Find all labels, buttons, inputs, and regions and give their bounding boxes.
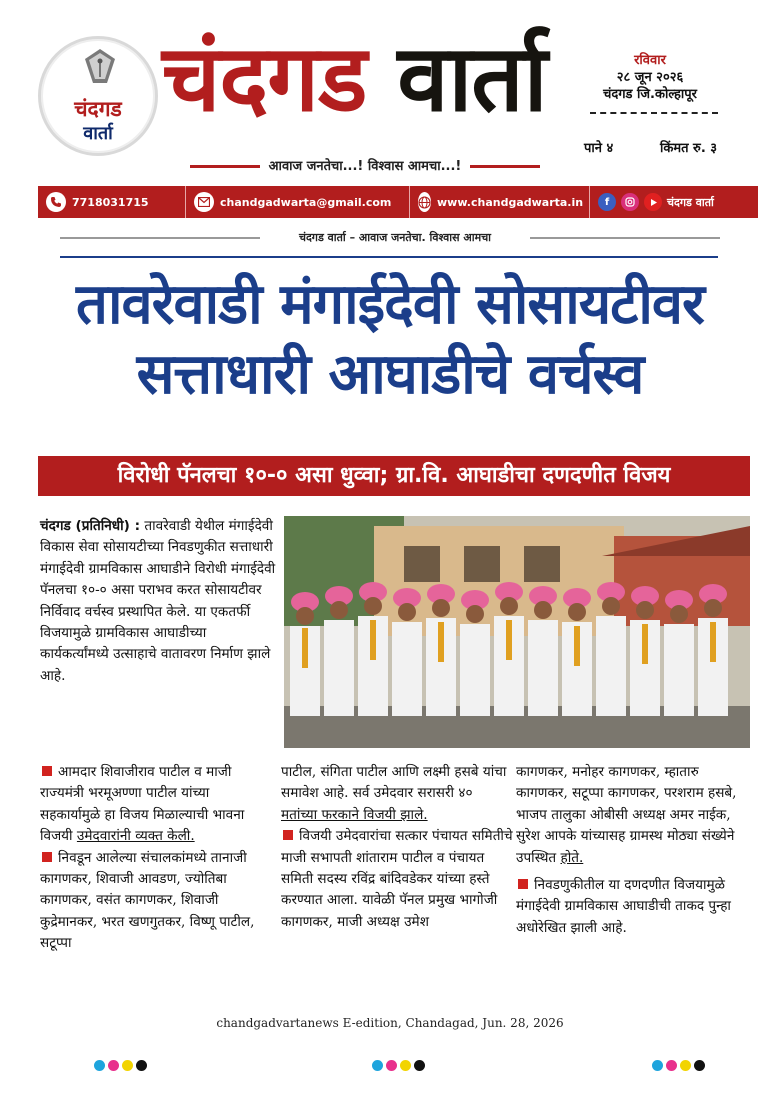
masthead-logo xyxy=(38,36,158,156)
col2-p2-text: विजयी उमेदवारांचा सत्कार पंचायत समितीचे माजी सभापती शांताराम पाटील व पंचायत समिती सदस्य रविंद्र बांदिवडेकर यांच्या हस्ते करण्यात आला. यावेळी पॅनल प्रमुख भागोजी कागणकर, माजी अध्यक्ष उमेश xyxy=(281,828,513,930)
col1-paragraph-1 xyxy=(40,762,272,848)
col3-p1-text: कागणकर, मनोहर कागणकर, म्हातारु कागणकर, सटूप्पा कागणकर, परशराम हसबे, भाजप तालुका ओबीसी अध्यक्ष अमर नाईक, सुरेश आपके यांच्यासह ग्रामस्थ मोठ्या संख्येने उपस्थित xyxy=(516,764,737,866)
registration-dot xyxy=(400,1060,411,1071)
tagline-rule-left xyxy=(190,165,262,168)
issue-date: २८ जून २०२६ xyxy=(616,70,684,85)
col2-paragraph-1 xyxy=(281,762,513,826)
pen-nib-icon xyxy=(85,49,115,85)
col2-p1-end: मतांच्या फरकाने विजयी झाले. xyxy=(281,806,428,823)
registration-dot xyxy=(652,1060,663,1071)
tagline: आवाज जनतेचा...! विश्वास आमचा...! xyxy=(260,156,470,174)
headline-line-2: सत्ताधारी आघाडीचे वर्चस्व xyxy=(136,342,644,407)
lede-text: तावरेवाडी येथील मंगाईदेवी विकास सेवा सोसायटीच्या निवडणुकीत सत्ताधारी मंगाईदेवी ग्रामविकास आघाडीने विरोधी मंगाईदेवी पॅनलचा १०-० असा पराभव करत सोसायटीवर निर्विवाद वर्चस्व प्रस्थापित केले. या एकतर्फी विजयामुळे ग्रामविकास आघाडीच्या कार्यकर्त्यांमध्ये उत्साहाचे वातावरण निर्माण झाले आहे. xyxy=(40,518,276,684)
page-count: पाने ४ xyxy=(584,141,614,156)
bullet-square-icon xyxy=(283,830,293,840)
col2-paragraph-2 xyxy=(281,826,513,933)
group-photo-illustration xyxy=(284,516,750,748)
masthead-title-part2: वार्ता xyxy=(397,25,547,132)
contact-phone[interactable] xyxy=(38,186,186,218)
registration-dot xyxy=(136,1060,147,1071)
registration-dot xyxy=(680,1060,691,1071)
article-headline xyxy=(30,270,750,410)
social-handle: चंदगड वार्ता xyxy=(667,195,714,209)
registration-marks-right xyxy=(652,1060,708,1071)
article-lede xyxy=(40,516,276,687)
col3-paragraph-1 xyxy=(516,762,748,869)
article-subhead: विरोधी पॅनलचा १०-० असा धुव्वा; ग्रा.वि. आघाडीचा दणदणीत विजय xyxy=(38,456,750,496)
contact-email[interactable] xyxy=(186,186,410,218)
headline-line-1: तावरेवाडी मंगाईदेवी सोसायटीवर xyxy=(76,272,704,337)
strap-text: चंदगड वार्ता – आवाज जनतेचा. विश्वास आमचा xyxy=(260,230,530,245)
contact-bar xyxy=(38,186,758,218)
col1-p1-text: आमदार शिवाजीराव पाटील व माजी राज्यमंत्री भरमूअण्णा पाटील यांच्या सहकार्यामुळे हा विजय मिळाल्याची भावना विजयी xyxy=(40,764,245,845)
registration-dot xyxy=(666,1060,677,1071)
tagline-rule-right xyxy=(468,165,540,168)
edition-footer: chandgadvartanews E-edition, Chandagad, Jun. 28, 2026 xyxy=(216,1016,564,1030)
col2-p1-text: पाटील, संगिता पाटील आणि लक्ष्मी हसबे यांचा समावेश आहे. सर्व उमेदवार सरासरी ४० xyxy=(281,764,507,802)
contact-social[interactable] xyxy=(590,186,758,218)
article-column-3 xyxy=(516,762,748,939)
instagram-icon[interactable] xyxy=(621,193,639,211)
registration-dot xyxy=(372,1060,383,1071)
contact-phone-number: 7718031715 xyxy=(72,195,149,209)
registration-dot xyxy=(694,1060,705,1071)
facebook-icon[interactable]: f xyxy=(598,193,616,211)
strap-row xyxy=(60,228,730,248)
bullet-square-icon xyxy=(42,766,52,776)
headline-rule xyxy=(60,256,718,258)
price: किंमत रु. ३ xyxy=(660,141,718,156)
youtube-icon[interactable] xyxy=(644,193,662,211)
issue-place: चंदगड जि.कोल्हापूर xyxy=(603,87,697,102)
col3-paragraph-2 xyxy=(516,875,748,939)
registration-dot xyxy=(108,1060,119,1071)
registration-marks-left xyxy=(94,1060,150,1071)
registration-dot xyxy=(386,1060,397,1071)
col3-p2-text: निवडणुकीतील या दणदणीत विजयामुळे मंगाईदेवी ग्रामविकास आघाडीची ताकद पुन्हा अधोरेखित झाली आहे. xyxy=(516,877,731,936)
registration-dot xyxy=(414,1060,425,1071)
masthead-title xyxy=(162,18,582,140)
article-photo xyxy=(284,516,750,748)
article-column-1 xyxy=(40,762,272,955)
registration-dot xyxy=(122,1060,133,1071)
registration-marks-center xyxy=(372,1060,428,1071)
registration-dot xyxy=(94,1060,105,1071)
contact-email-address: chandgadwarta@gmail.com xyxy=(220,195,392,209)
col1-paragraph-2 xyxy=(40,848,272,955)
contact-website-url: www.chandgadwarta.in xyxy=(437,195,584,209)
article-dateline: चंदगड (प्रतिनिधी) : xyxy=(40,518,141,534)
bullet-square-icon xyxy=(518,879,528,889)
article-column-2 xyxy=(281,762,513,933)
globe-icon xyxy=(418,192,431,212)
bullet-square-icon xyxy=(42,852,52,862)
col3-p1-end: होते. xyxy=(560,849,584,866)
phone-icon xyxy=(46,192,66,212)
logo-text-bottom: वार्ता xyxy=(83,123,113,144)
issue-day: रविवार xyxy=(634,53,666,68)
col1-p2-text: निवडून आलेल्या संचालकांमध्ये तानाजी कागणकर, शिवाजी आवडण, ज्योतिबा कागणकर, वसंत कागणकर, शिवाजी कुद्रेमानकर, भरत खणगुतकर, विष्णू पाटील, सटूप्पा xyxy=(40,849,255,952)
contact-website[interactable] xyxy=(410,186,590,218)
masthead-title-part1: चंदगड xyxy=(162,25,367,132)
logo-text-top: चंदगड xyxy=(74,97,122,121)
date-divider xyxy=(590,112,718,114)
tagline-row xyxy=(190,156,540,176)
col1-p1-end: उमेदवारांनी व्यक्त केली. xyxy=(76,828,195,845)
mail-icon xyxy=(194,192,214,212)
issue-date-block xyxy=(580,52,720,103)
